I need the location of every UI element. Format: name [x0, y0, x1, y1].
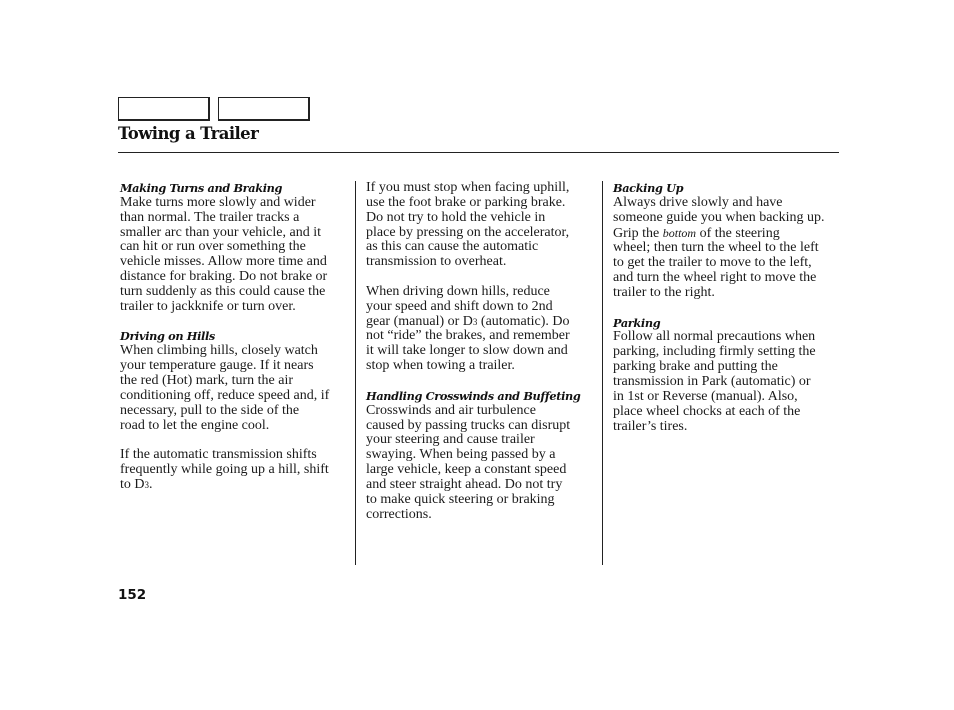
text-line: parking, including firmly setting the — [613, 344, 816, 360]
text-line: place by pressing on the accelerator, — [366, 224, 570, 240]
text-line: If you must stop when facing uphill, — [366, 180, 570, 195]
text-line: large vehicle, keep a constant speed — [366, 462, 567, 478]
text-fragment: (automatic). Do — [477, 313, 570, 329]
text-line: not “ride” the brakes, and remember — [366, 328, 570, 344]
text-line: Crosswinds and air turbulence — [366, 402, 536, 418]
text-line: When driving down hills, reduce — [366, 283, 550, 299]
column-2 — [366, 181, 580, 522]
text-line: as this can cause the automatic — [366, 239, 539, 255]
text-line: in 1st or Reverse (manual). Also, — [613, 388, 798, 404]
heading-parking: Parking — [613, 315, 661, 330]
nav-prev-button[interactable] — [118, 97, 210, 121]
text-line: someone guide you when backing up. — [613, 209, 825, 225]
text-line: distance for braking. Do not brake or — [120, 269, 328, 285]
gear-subscript: 3 — [472, 316, 478, 327]
text-line: parking brake and putting the — [613, 359, 778, 375]
text-line: If the automatic transmission shifts — [120, 447, 317, 463]
text-line: place wheel chocks at each of the — [613, 403, 801, 419]
text-line: Follow all normal precautions when — [613, 329, 816, 345]
text-line: Make turns more slowly and wider — [120, 194, 316, 210]
text-line: wheel; then turn the wheel to the left — [613, 240, 819, 256]
text-line: it will take longer to slow down and — [366, 343, 568, 359]
heading-driving-on-hills: Driving on Hills — [120, 329, 215, 344]
text-line: trailer to jackknife or turn over. — [120, 298, 296, 314]
text-line: use the foot brake or parking brake. — [366, 194, 566, 210]
text-line: to get the trailer to move to the left, — [613, 255, 812, 271]
text-line: frequently while going up a hill, shift — [120, 462, 329, 478]
column-1 — [120, 181, 329, 493]
column-divider — [602, 181, 603, 565]
page-title: Towing a Trailer — [118, 124, 259, 143]
text-line: turn suddenly as this could cause the — [120, 283, 326, 299]
text-line: the red (Hot) mark, turn the air — [120, 372, 293, 388]
text-line: smaller arc than your vehicle, and it — [120, 224, 321, 240]
text-line: Do not try to hold the vehicle in — [366, 209, 546, 225]
text-line: Always drive slowly and have — [613, 194, 783, 210]
text-line — [613, 226, 825, 242]
text-line: trailer to the right. — [613, 284, 715, 300]
text-line: necessary, pull to the side of the — [120, 402, 300, 418]
text-line: stop when towing a trailer. — [366, 358, 515, 374]
title-rule — [118, 152, 839, 153]
column-3 — [613, 181, 825, 434]
emphasis-bottom: bottom — [662, 225, 697, 240]
page-number: 152 — [118, 587, 147, 603]
text-line: When climbing hills, closely watch — [120, 343, 318, 359]
text-line — [366, 315, 580, 330]
text-line: can hit or run over something the — [120, 239, 306, 255]
text-line — [120, 478, 329, 493]
text-line: to make quick steering or braking — [366, 491, 555, 507]
text-fragment: to D — [120, 476, 145, 492]
text-line: caused by passing trucks can disrupt — [366, 417, 571, 433]
text-fragment: of the steering — [696, 225, 780, 241]
text-line: swaying. When being passed by a — [366, 447, 556, 463]
heading-backing-up: Backing Up — [613, 181, 684, 195]
text-line: vehicle misses. Allow more time and — [120, 254, 327, 270]
text-line: your speed and shift down to 2nd — [366, 298, 553, 314]
text-line: corrections. — [366, 506, 432, 522]
text-fragment: Grip the — [613, 225, 663, 241]
heading-making-turns: Making Turns and Braking — [120, 181, 283, 195]
nav-next-button[interactable] — [218, 97, 310, 121]
text-line: transmission in Park (automatic) or — [613, 373, 811, 389]
text-line: conditioning off, reduce speed and, if — [120, 387, 330, 403]
text-line: than normal. The trailer tracks a — [120, 209, 300, 225]
text-line: and turn the wheel right to move the — [613, 270, 817, 286]
heading-crosswinds: Handling Crosswinds and Buffeting — [366, 388, 581, 403]
gear-subscript: 3 — [144, 479, 149, 490]
text-line: your temperature gauge. If it nears — [120, 358, 314, 374]
text-fragment: gear (manual) or D — [366, 313, 473, 329]
text-line: road to let the engine cool. — [120, 417, 270, 433]
text-line: your steering and cause trailer — [366, 432, 535, 448]
text-line: transmission to overheat. — [366, 254, 507, 270]
text-line: and steer straight ahead. Do not try — [366, 476, 563, 492]
text-line: trailer’s tires. — [613, 418, 688, 434]
column-divider — [355, 181, 356, 565]
text-fragment: . — [149, 476, 153, 492]
